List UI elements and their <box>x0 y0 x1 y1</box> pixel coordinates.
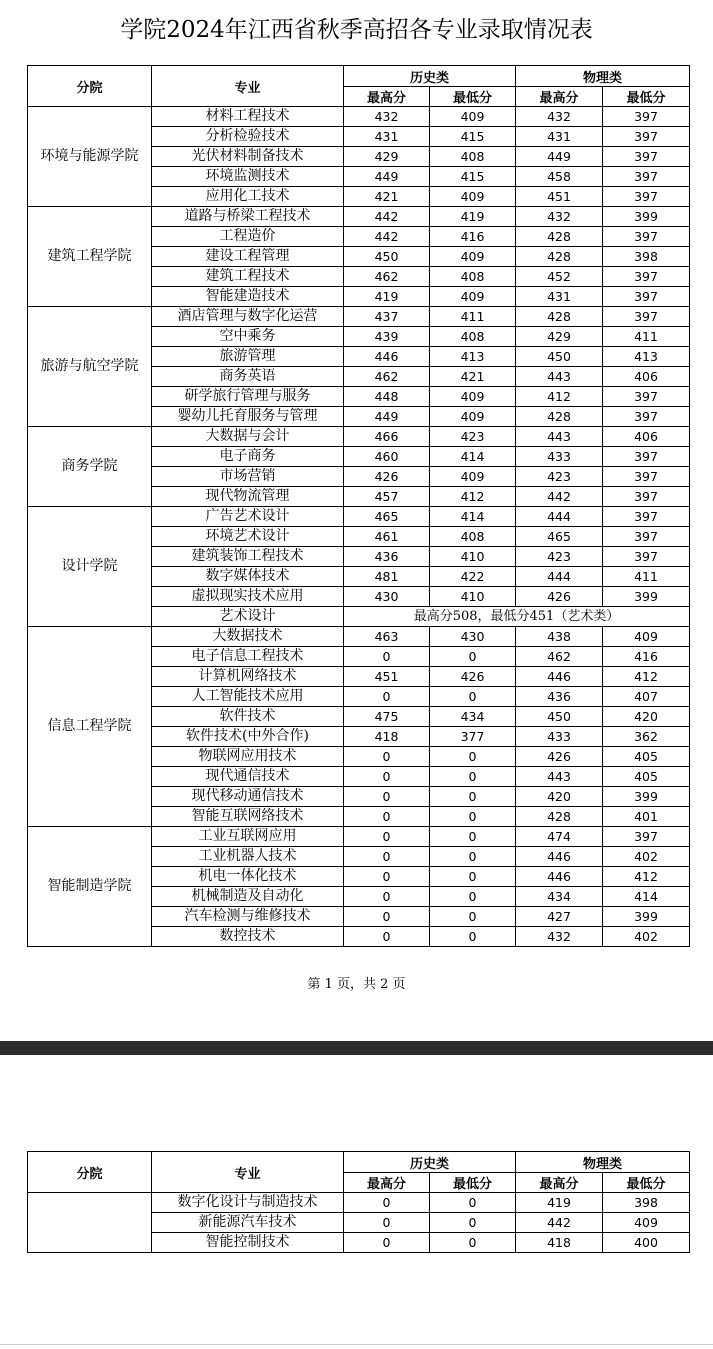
physics-min-cell: 407 <box>603 687 690 707</box>
major-cell: 空中乘务 <box>152 327 344 347</box>
history-max-cell: 0 <box>344 747 430 767</box>
physics-max-cell: 428 <box>516 247 603 267</box>
major-cell: 汽车检测与维修技术 <box>152 907 344 927</box>
major-cell: 研学旅行管理与服务 <box>152 387 344 407</box>
history-max-cell: 0 <box>344 807 430 827</box>
history-min-cell: 409 <box>430 407 516 427</box>
history-min-cell: 416 <box>430 227 516 247</box>
history-min-cell: 0 <box>430 807 516 827</box>
history-min-cell: 421 <box>430 367 516 387</box>
physics-min-cell: 397 <box>603 127 690 147</box>
history-min-cell: 0 <box>430 847 516 867</box>
dept-cell-continued <box>28 1193 152 1253</box>
physics-min-cell: 401 <box>603 807 690 827</box>
history-min-cell: 0 <box>430 927 516 947</box>
physics-min-cell: 399 <box>603 907 690 927</box>
history-min-cell: 408 <box>430 147 516 167</box>
history-max-cell: 475 <box>344 707 430 727</box>
physics-max-cell: 446 <box>516 847 603 867</box>
major-cell: 大数据技术 <box>152 627 344 647</box>
physics-max-cell: 444 <box>516 507 603 527</box>
history-min-cell: 423 <box>430 427 516 447</box>
history-min-cell: 414 <box>430 447 516 467</box>
history-max-cell: 426 <box>344 467 430 487</box>
dept-cell: 建筑工程学院 <box>28 207 152 307</box>
physics-max-cell: 474 <box>516 827 603 847</box>
table-row <box>28 307 690 327</box>
history-min-cell: 409 <box>430 247 516 267</box>
physics-min-cell: 402 <box>603 927 690 947</box>
physics-max-cell: 433 <box>516 447 603 467</box>
history-max-cell: 462 <box>344 367 430 387</box>
history-max-cell: 450 <box>344 247 430 267</box>
admission-table-page-1 <box>27 65 690 947</box>
history-min-cell: 414 <box>430 507 516 527</box>
physics-min-cell: 397 <box>603 527 690 547</box>
physics-min-cell: 397 <box>603 187 690 207</box>
physics-max-cell: 450 <box>516 707 603 727</box>
major-cell: 现代通信技术 <box>152 767 344 787</box>
table-row <box>28 427 690 447</box>
history-max-cell: 0 <box>344 1233 430 1253</box>
history-max-cell: 0 <box>344 927 430 947</box>
history-max-cell: 0 <box>344 1193 430 1213</box>
physics-max-cell: 426 <box>516 747 603 767</box>
header-physics: 物理类 <box>516 1152 690 1173</box>
major-cell: 婴幼儿托育服务与管理 <box>152 407 344 427</box>
physics-max-cell: 431 <box>516 127 603 147</box>
history-min-cell: 409 <box>430 387 516 407</box>
history-max-cell: 448 <box>344 387 430 407</box>
history-min-cell: 0 <box>430 747 516 767</box>
history-max-cell: 461 <box>344 527 430 547</box>
history-max-cell: 0 <box>344 767 430 787</box>
physics-max-cell: 428 <box>516 807 603 827</box>
physics-min-cell: 414 <box>603 887 690 907</box>
history-max-cell: 442 <box>344 227 430 247</box>
physics-min-cell: 412 <box>603 667 690 687</box>
history-min-cell: 0 <box>430 687 516 707</box>
major-cell: 建筑工程技术 <box>152 267 344 287</box>
physics-max-cell: 434 <box>516 887 603 907</box>
physics-max-cell: 419 <box>516 1193 603 1213</box>
physics-min-cell: 406 <box>603 367 690 387</box>
physics-min-cell: 411 <box>603 567 690 587</box>
header-history-min: 最低分 <box>430 87 516 107</box>
physics-max-cell: 458 <box>516 167 603 187</box>
physics-max-cell: 420 <box>516 787 603 807</box>
history-max-cell: 431 <box>344 127 430 147</box>
table-row <box>28 207 690 227</box>
physics-max-cell: 423 <box>516 467 603 487</box>
physics-min-cell: 400 <box>603 1233 690 1253</box>
history-min-cell: 409 <box>430 187 516 207</box>
major-cell: 智能互联网络技术 <box>152 807 344 827</box>
physics-max-cell: 418 <box>516 1233 603 1253</box>
history-min-cell: 0 <box>430 867 516 887</box>
history-min-cell: 410 <box>430 587 516 607</box>
score-note-cell: 最高分508，最低分451（艺术类） <box>344 607 690 627</box>
physics-min-cell: 402 <box>603 847 690 867</box>
physics-min-cell: 411 <box>603 327 690 347</box>
history-min-cell: 0 <box>430 767 516 787</box>
dept-cell: 旅游与航空学院 <box>28 307 152 427</box>
header-physics: 物理类 <box>516 66 690 87</box>
physics-min-cell: 406 <box>603 427 690 447</box>
physics-min-cell: 397 <box>603 267 690 287</box>
dept-cell: 设计学院 <box>28 507 152 627</box>
physics-min-cell: 409 <box>603 627 690 647</box>
history-max-cell: 0 <box>344 867 430 887</box>
dept-cell: 商务学院 <box>28 427 152 507</box>
physics-max-cell: 443 <box>516 367 603 387</box>
physics-min-cell: 413 <box>603 347 690 367</box>
history-min-cell: 434 <box>430 707 516 727</box>
physics-min-cell: 405 <box>603 767 690 787</box>
admission-table-page-2 <box>27 1151 690 1253</box>
table-row <box>28 1193 690 1213</box>
physics-max-cell: 450 <box>516 347 603 367</box>
history-min-cell: 422 <box>430 567 516 587</box>
history-max-cell: 0 <box>344 647 430 667</box>
history-min-cell: 0 <box>430 887 516 907</box>
physics-max-cell: 444 <box>516 567 603 587</box>
history-min-cell: 0 <box>430 787 516 807</box>
physics-min-cell: 399 <box>603 787 690 807</box>
physics-max-cell: 431 <box>516 287 603 307</box>
history-max-cell: 460 <box>344 447 430 467</box>
history-min-cell: 410 <box>430 547 516 567</box>
history-max-cell: 481 <box>344 567 430 587</box>
major-cell: 工业机器人技术 <box>152 847 344 867</box>
major-cell: 机电一体化技术 <box>152 867 344 887</box>
history-min-cell: 426 <box>430 667 516 687</box>
table-body-page-1 <box>28 107 690 947</box>
history-min-cell: 409 <box>430 287 516 307</box>
physics-max-cell: 451 <box>516 187 603 207</box>
physics-min-cell: 409 <box>603 1213 690 1233</box>
physics-min-cell: 397 <box>603 547 690 567</box>
history-min-cell: 409 <box>430 107 516 127</box>
physics-max-cell: 432 <box>516 927 603 947</box>
history-max-cell: 430 <box>344 587 430 607</box>
major-cell: 数字媒体技术 <box>152 567 344 587</box>
physics-min-cell: 397 <box>603 287 690 307</box>
physics-max-cell: 465 <box>516 527 603 547</box>
history-max-cell: 0 <box>344 847 430 867</box>
history-min-cell: 0 <box>430 1213 516 1233</box>
header-dept: 分院 <box>28 1152 152 1193</box>
history-max-cell: 429 <box>344 147 430 167</box>
major-cell: 新能源汽车技术 <box>152 1213 344 1233</box>
history-max-cell: 466 <box>344 427 430 447</box>
header-history-min: 最低分 <box>430 1173 516 1193</box>
physics-min-cell: 397 <box>603 507 690 527</box>
major-cell: 人工智能技术应用 <box>152 687 344 707</box>
history-max-cell: 436 <box>344 547 430 567</box>
history-max-cell: 421 <box>344 187 430 207</box>
physics-max-cell: 432 <box>516 107 603 127</box>
major-cell: 电子商务 <box>152 447 344 467</box>
header-physics-min: 最低分 <box>603 1173 690 1193</box>
physics-min-cell: 397 <box>603 387 690 407</box>
physics-min-cell: 397 <box>603 827 690 847</box>
history-max-cell: 462 <box>344 267 430 287</box>
header-major: 专业 <box>152 1152 344 1193</box>
physics-min-cell: 398 <box>603 247 690 267</box>
major-cell: 数控技术 <box>152 927 344 947</box>
history-min-cell: 0 <box>430 827 516 847</box>
physics-max-cell: 428 <box>516 407 603 427</box>
header-dept: 分院 <box>28 66 152 107</box>
header-physics-min: 最低分 <box>603 87 690 107</box>
physics-min-cell: 397 <box>603 467 690 487</box>
history-min-cell: 430 <box>430 627 516 647</box>
physics-min-cell: 399 <box>603 207 690 227</box>
history-min-cell: 412 <box>430 487 516 507</box>
history-max-cell: 449 <box>344 407 430 427</box>
physics-max-cell: 426 <box>516 587 603 607</box>
major-cell: 市场营销 <box>152 467 344 487</box>
dept-cell: 智能制造学院 <box>28 827 152 947</box>
physics-min-cell: 362 <box>603 727 690 747</box>
physics-min-cell: 420 <box>603 707 690 727</box>
history-max-cell: 0 <box>344 907 430 927</box>
major-cell: 计算机网络技术 <box>152 667 344 687</box>
physics-max-cell: 427 <box>516 907 603 927</box>
physics-max-cell: 443 <box>516 767 603 787</box>
history-min-cell: 408 <box>430 267 516 287</box>
history-max-cell: 419 <box>344 287 430 307</box>
physics-max-cell: 438 <box>516 627 603 647</box>
table-row <box>28 507 690 527</box>
history-max-cell: 457 <box>344 487 430 507</box>
header-physics-max: 最高分 <box>516 1173 603 1193</box>
physics-min-cell: 397 <box>603 447 690 467</box>
page-separator <box>0 1041 713 1055</box>
physics-min-cell: 397 <box>603 227 690 247</box>
physics-max-cell: 429 <box>516 327 603 347</box>
page-title: 学院2024年江西省秋季高招各专业录取情况表 <box>120 17 593 43</box>
physics-min-cell: 397 <box>603 147 690 167</box>
major-cell: 环境艺术设计 <box>152 527 344 547</box>
major-cell: 分析检验技术 <box>152 127 344 147</box>
physics-max-cell: 433 <box>516 727 603 747</box>
table-row <box>28 827 690 847</box>
history-min-cell: 413 <box>430 347 516 367</box>
major-cell: 现代移动通信技术 <box>152 787 344 807</box>
history-min-cell: 408 <box>430 327 516 347</box>
physics-max-cell: 442 <box>516 487 603 507</box>
physics-max-cell: 436 <box>516 687 603 707</box>
major-cell: 建筑装饰工程技术 <box>152 547 344 567</box>
history-max-cell: 449 <box>344 167 430 187</box>
major-cell: 广告艺术设计 <box>152 507 344 527</box>
history-max-cell: 437 <box>344 307 430 327</box>
history-min-cell: 0 <box>430 907 516 927</box>
history-max-cell: 439 <box>344 327 430 347</box>
physics-max-cell: 446 <box>516 867 603 887</box>
header-history-max: 最高分 <box>344 87 430 107</box>
physics-max-cell: 449 <box>516 147 603 167</box>
physics-max-cell: 428 <box>516 307 603 327</box>
major-cell: 酒店管理与数字化运营 <box>152 307 344 327</box>
header-history-max: 最高分 <box>344 1173 430 1193</box>
physics-min-cell: 397 <box>603 307 690 327</box>
major-cell: 物联网应用技术 <box>152 747 344 767</box>
history-max-cell: 432 <box>344 107 430 127</box>
history-min-cell: 411 <box>430 307 516 327</box>
history-max-cell: 446 <box>344 347 430 367</box>
major-cell: 艺术设计 <box>152 607 344 627</box>
major-cell: 光伏材料制备技术 <box>152 147 344 167</box>
history-max-cell: 418 <box>344 727 430 747</box>
major-cell: 建设工程管理 <box>152 247 344 267</box>
history-max-cell: 463 <box>344 627 430 647</box>
physics-min-cell: 397 <box>603 107 690 127</box>
physics-min-cell: 416 <box>603 647 690 667</box>
major-cell: 智能控制技术 <box>152 1233 344 1253</box>
history-min-cell: 415 <box>430 167 516 187</box>
major-cell: 道路与桥梁工程技术 <box>152 207 344 227</box>
physics-min-cell: 397 <box>603 487 690 507</box>
table-body-page-2 <box>28 1193 690 1253</box>
page-bottom-edge <box>0 1344 713 1345</box>
major-cell: 材料工程技术 <box>152 107 344 127</box>
physics-min-cell: 398 <box>603 1193 690 1213</box>
major-cell: 虚拟现实技术应用 <box>152 587 344 607</box>
major-cell: 机械制造及自动化 <box>152 887 344 907</box>
header-history: 历史类 <box>344 66 516 87</box>
physics-min-cell: 405 <box>603 747 690 767</box>
history-max-cell: 0 <box>344 787 430 807</box>
major-cell: 现代物流管理 <box>152 487 344 507</box>
table-row <box>28 627 690 647</box>
physics-max-cell: 423 <box>516 547 603 567</box>
physics-max-cell: 452 <box>516 267 603 287</box>
history-max-cell: 451 <box>344 667 430 687</box>
header-physics-max: 最高分 <box>516 87 603 107</box>
history-max-cell: 0 <box>344 827 430 847</box>
physics-max-cell: 442 <box>516 1213 603 1233</box>
history-min-cell: 408 <box>430 527 516 547</box>
major-cell: 工程造价 <box>152 227 344 247</box>
major-cell: 旅游管理 <box>152 347 344 367</box>
history-min-cell: 0 <box>430 647 516 667</box>
table-row <box>28 107 690 127</box>
physics-min-cell: 397 <box>603 167 690 187</box>
dept-cell: 信息工程学院 <box>28 627 152 827</box>
major-cell: 智能建造技术 <box>152 287 344 307</box>
physics-max-cell: 432 <box>516 207 603 227</box>
header-history: 历史类 <box>344 1152 516 1173</box>
history-max-cell: 0 <box>344 887 430 907</box>
physics-max-cell: 443 <box>516 427 603 447</box>
header-major: 专业 <box>152 66 344 107</box>
major-cell: 数字化设计与制造技术 <box>152 1193 344 1213</box>
major-cell: 应用化工技术 <box>152 187 344 207</box>
history-min-cell: 419 <box>430 207 516 227</box>
physics-min-cell: 412 <box>603 867 690 887</box>
history-min-cell: 0 <box>430 1193 516 1213</box>
major-cell: 软件技术(中外合作) <box>152 727 344 747</box>
physics-max-cell: 462 <box>516 647 603 667</box>
physics-max-cell: 428 <box>516 227 603 247</box>
history-min-cell: 0 <box>430 1233 516 1253</box>
major-cell: 电子信息工程技术 <box>152 647 344 667</box>
major-cell: 大数据与会计 <box>152 427 344 447</box>
major-cell: 商务英语 <box>152 367 344 387</box>
physics-max-cell: 446 <box>516 667 603 687</box>
page-footer: 第 1 页，共 2 页 <box>307 977 406 992</box>
history-max-cell: 0 <box>344 687 430 707</box>
physics-max-cell: 412 <box>516 387 603 407</box>
major-cell: 工业互联网应用 <box>152 827 344 847</box>
history-max-cell: 465 <box>344 507 430 527</box>
history-max-cell: 442 <box>344 207 430 227</box>
major-cell: 软件技术 <box>152 707 344 727</box>
history-min-cell: 415 <box>430 127 516 147</box>
dept-cell: 环境与能源学院 <box>28 107 152 207</box>
history-min-cell: 377 <box>430 727 516 747</box>
physics-min-cell: 399 <box>603 587 690 607</box>
history-min-cell: 409 <box>430 467 516 487</box>
major-cell: 环境监测技术 <box>152 167 344 187</box>
history-max-cell: 0 <box>344 1213 430 1233</box>
physics-min-cell: 397 <box>603 407 690 427</box>
